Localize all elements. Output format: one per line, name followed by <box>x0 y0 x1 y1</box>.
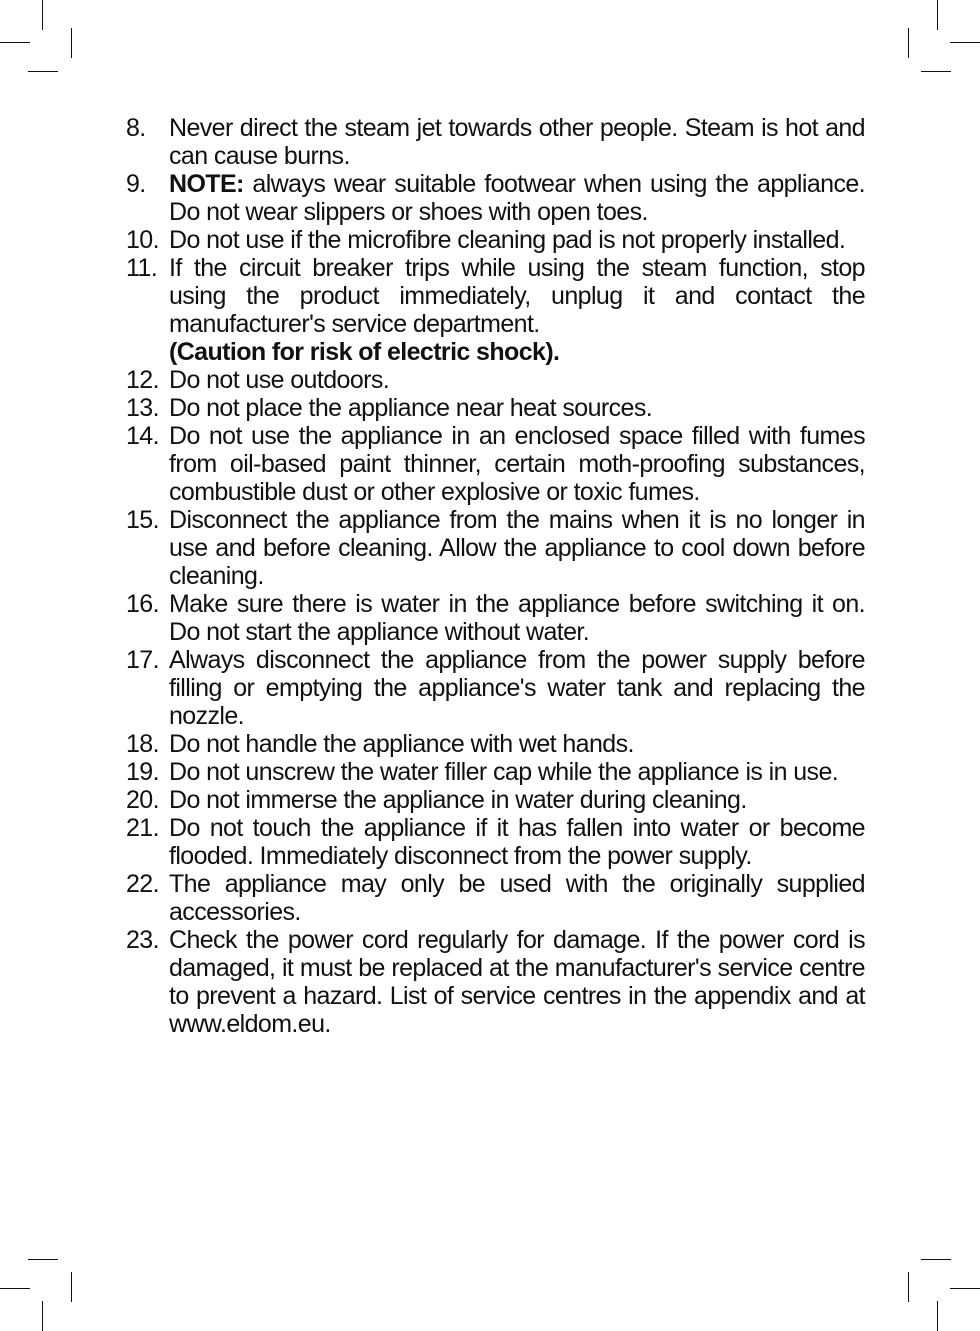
item-text: Do not touch the appliance if it has fallen into water or become flooded. Immediately disconnect from the power supply. <box>169 814 865 870</box>
crop-mark <box>0 42 30 43</box>
item-text: Always disconnect the appliance from the power supply before filling or emptying the appliance's water tank and replacing the nozzle. <box>169 646 865 730</box>
list-item <box>126 646 865 730</box>
list-item <box>126 926 865 1038</box>
item-number: 23. <box>126 926 159 954</box>
list-item <box>126 870 865 926</box>
item-number: 13. <box>126 394 159 422</box>
crop-mark <box>908 1272 909 1302</box>
item-number: 22. <box>126 870 159 898</box>
item-number: 17. <box>126 646 159 674</box>
item-text: Disconnect the appliance from the mains when it is no longer in use and before cleaning. Allow the appliance to cool down before cleaning. <box>169 506 865 590</box>
item-text: Do not unscrew the water filler cap while the appliance is in use. <box>169 758 839 786</box>
item-text: The appliance may only be used with the originally supplied accessories. <box>169 870 865 926</box>
item-number: 21. <box>126 814 159 842</box>
item-text: always wear suitable footwear when using the appliance. Do not wear slippers or shoes with open toes. <box>169 170 865 226</box>
list-item <box>126 506 865 590</box>
item-number: 14. <box>126 422 159 450</box>
list-item <box>126 730 865 758</box>
item-number: 20. <box>126 786 159 814</box>
crop-mark <box>950 1288 980 1289</box>
crop-mark <box>42 1301 43 1331</box>
crop-mark <box>0 1288 30 1289</box>
crop-mark <box>937 1301 938 1331</box>
list-item <box>126 170 865 226</box>
item-number: 8. <box>126 114 146 142</box>
list-item <box>126 254 865 366</box>
item-number: 15. <box>126 506 159 534</box>
item-text: Do not use the appliance in an enclosed space filled with fumes from oil-based paint thinner, certain moth-proofing substances, combustible dust or other explosive or toxic fumes. <box>169 422 865 506</box>
item-number: 10. <box>126 226 159 254</box>
item-text: Do not immerse the appliance in water during cleaning. <box>169 786 747 814</box>
item-number: 11. <box>126 254 158 282</box>
item-number: 19. <box>126 758 159 786</box>
list-item <box>126 226 865 254</box>
note-label: NOTE: <box>169 170 244 198</box>
crop-mark <box>921 71 951 72</box>
item-text: Do not use if the microfibre cleaning pad is not properly installed. <box>169 226 846 254</box>
item-number: 12. <box>126 366 159 394</box>
list-item <box>126 590 865 646</box>
item-text: Never direct the steam jet towards other people. Steam is hot and can cause burns. <box>169 114 865 170</box>
list-item <box>126 422 865 506</box>
caution-note: (Caution for risk of electric shock). <box>169 338 560 366</box>
crop-mark <box>28 1259 58 1260</box>
item-text: Check the power cord regularly for damage. If the power cord is damaged, it must be replaced at the manufacturer's service centre to prevent a hazard. List of service centres in the appendix and at www.eldom.eu. <box>169 926 865 1038</box>
list-item <box>126 758 865 786</box>
crop-mark <box>950 42 980 43</box>
list-item <box>126 394 865 422</box>
crop-mark <box>42 0 43 30</box>
item-number: 16. <box>126 590 159 618</box>
crop-mark <box>28 71 58 72</box>
item-text: If the circuit breaker trips while using the steam function, stop using the product immediately, unplug it and contact the manufacturer's service department. <box>169 254 865 338</box>
list-item <box>126 786 865 814</box>
item-text: Make sure there is water in the appliance before switching it on. Do not start the appliance without water. <box>169 590 865 646</box>
list-item <box>126 814 865 870</box>
item-text: Do not handle the appliance with wet hands. <box>169 730 634 758</box>
crop-mark <box>921 1259 951 1260</box>
item-text-wrapper <box>169 170 865 226</box>
safety-instructions-list <box>126 114 865 1038</box>
item-text: Do not place the appliance near heat sources. <box>169 394 653 422</box>
item-number: 18. <box>126 730 159 758</box>
crop-mark <box>71 28 72 58</box>
item-number: 9. <box>126 170 146 198</box>
crop-mark <box>908 28 909 58</box>
crop-mark <box>937 0 938 30</box>
list-item <box>126 366 865 394</box>
item-text-wrapper <box>169 254 865 366</box>
crop-mark <box>71 1272 72 1302</box>
list-item <box>126 114 865 170</box>
item-text: Do not use outdoors. <box>169 366 390 394</box>
